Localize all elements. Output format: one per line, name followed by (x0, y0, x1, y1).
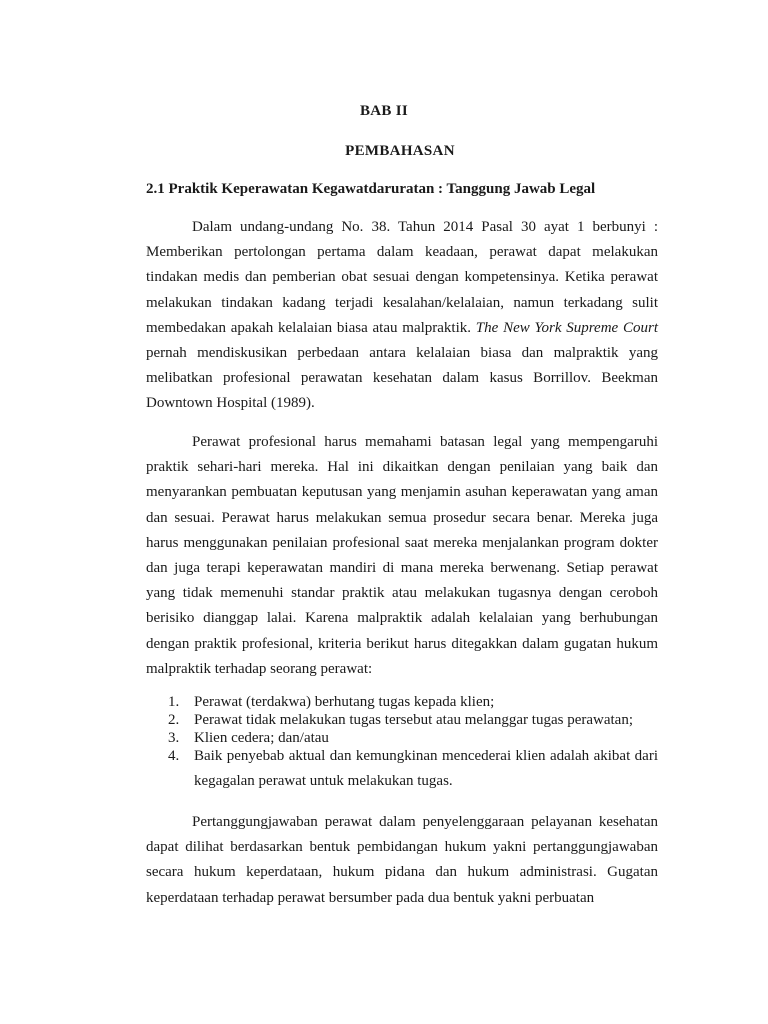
paragraph-1-text-start: Dalam undang-undang No. 38. Tahun 2014 Pasal 30 ayat 1 berbunyi : Memberikan pertolongan pertama dalam keadaan, perawat dapat melakukan tindakan medis dan pemberian obat sesuai dengan kompetensinya. Ketika perawat melakukan tindakan kadang terjadi kesalahan/kelalaian, namun terkadang sulit membedakan apakah kelalaian biasa atau malpraktik. (146, 219, 658, 336)
list-item (146, 744, 658, 794)
list-item (146, 693, 658, 711)
chapter-title: PEMBAHASAN (345, 143, 455, 159)
paragraph-2: Perawat profesional harus memahami batasan legal yang mempengaruhi praktik sehari-hari mereka. Hal ini dikaitkan dengan penilaian yang baik dan menyarankan pembuatan keputusan yang menjamin asuhan keperawatan yang aman dan sesuai. Perawat harus melakukan semua prosedur secara benar. Mereka juga harus menggunakan penilaian profesional saat mereka menjalankan program dokter dan juga terapi keperawatan mandiri di mana mereka berwenang. Setiap perawat yang tidak memenuhi standar praktik atau melakukan tugasnya dengan ceroboh berisiko dianggap lalai. Karena malpraktik adalah kelalaian yang berhubungan dengan praktik profesional, kriteria berikut harus ditegakkan dalam gugatan hukum malpraktik terhadap seorang perawat: (146, 434, 658, 677)
list-item-number: 3. (168, 730, 180, 746)
paragraph-1-text-end: pernah mendiskusikan perbedaan antara kelalaian biasa dan malpraktik yang melibatkan profesional perawatan kesehatan dalam kasus Borrillov. Beekman Downtown Hospital (1989). (146, 345, 658, 412)
paragraph-1 (146, 215, 658, 417)
paragraph-3: Pertanggungjawaban perawat dalam penyelenggaraan pelayanan kesehatan dapat dilihat berdasarkan bentuk pembidangan hukum yakni pertanggungjawaban secara hukum keperdataan, hukum pidana dan hukum administrasi. Gugatan keperdataan terhadap perawat bersumber pada dua bentuk yakni perbuatan (146, 814, 658, 906)
list-item-text: Perawat (terdakwa) berhutang tugas kepada klien; (194, 694, 495, 710)
list-item (146, 711, 658, 729)
list-item-number: 1. (168, 694, 180, 710)
chapter-label: BAB II (359, 103, 409, 119)
list-item-text: Baik penyebab aktual dan kemungkinan mencederai klien adalah akibat dari kegagalan perawat untuk melakukan tugas. (194, 748, 658, 790)
list-item-number: 4. (168, 748, 180, 764)
list-item-number: 2. (168, 712, 180, 728)
paragraph-1-italic-court-name: The New York Supreme Court (475, 319, 658, 336)
list-item-text: Perawat tidak melakukan tugas tersebut atau melanggar tugas perawatan; (194, 712, 633, 728)
section-heading: 2.1 Praktik Keperawatan Kegawatdaruratan : Tanggung Jawab Legal (146, 181, 596, 197)
list-item-text: Klien cedera; dan/atau (194, 730, 329, 746)
malpractice-criteria-list (146, 693, 658, 794)
